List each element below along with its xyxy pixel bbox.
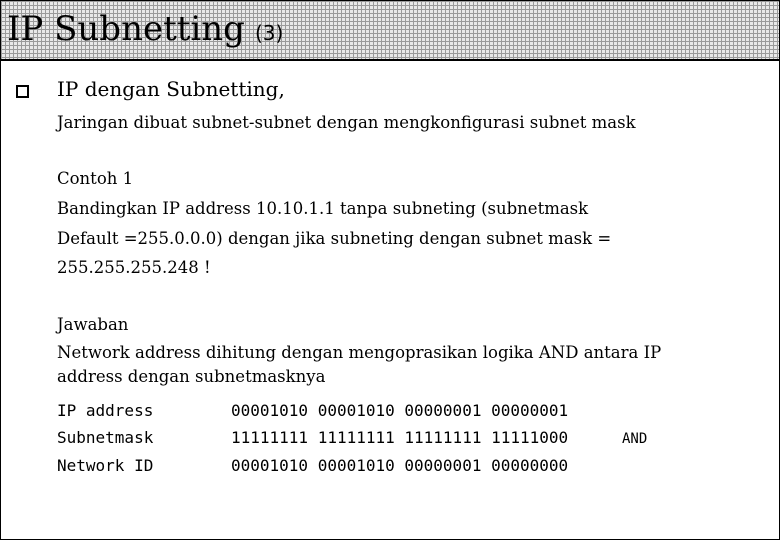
title-bar <box>1 1 779 61</box>
title-text: IP Subnetting <box>7 9 245 49</box>
calc-label-subnetmask: Subnetmask <box>57 428 154 447</box>
calc-label-network-id: Network ID <box>57 456 154 475</box>
example-line: 255.255.255.248 ! <box>57 258 211 277</box>
calc-binary-subnetmask: 11111111 11111111 11111111 11111000 <box>231 428 569 447</box>
calc-binary-network-id: 00001010 00001010 00000001 00000000 <box>231 456 569 475</box>
answer-heading: Jawaban <box>57 315 129 334</box>
example-line: Default =255.0.0.0) dengan jika subneting dengan subnet mask = <box>57 229 612 248</box>
checkbox-bullet-icon <box>16 85 29 98</box>
page-title <box>7 7 283 55</box>
answer-line: Network address dihitung dengan mengoprasikan logika AND antara IP <box>57 343 662 362</box>
example-line: Bandingkan IP address 10.10.1.1 tanpa subneting (subnetmask <box>57 199 589 218</box>
calc-binary-ip: 00001010 00001010 00000001 00000001 <box>231 401 569 420</box>
bullet-heading: IP dengan Subnetting, <box>57 77 285 101</box>
calc-operator-and: AND <box>622 431 648 447</box>
answer-line: address dengan subnetmasknya <box>57 367 326 386</box>
calc-label-ip: IP address <box>57 401 154 420</box>
example-heading: Contoh 1 <box>57 169 134 188</box>
title-suffix: (3) <box>254 21 284 45</box>
intro-text: Jaringan dibuat subnet-subnet dengan mengkonfigurasi subnet mask <box>57 113 636 132</box>
